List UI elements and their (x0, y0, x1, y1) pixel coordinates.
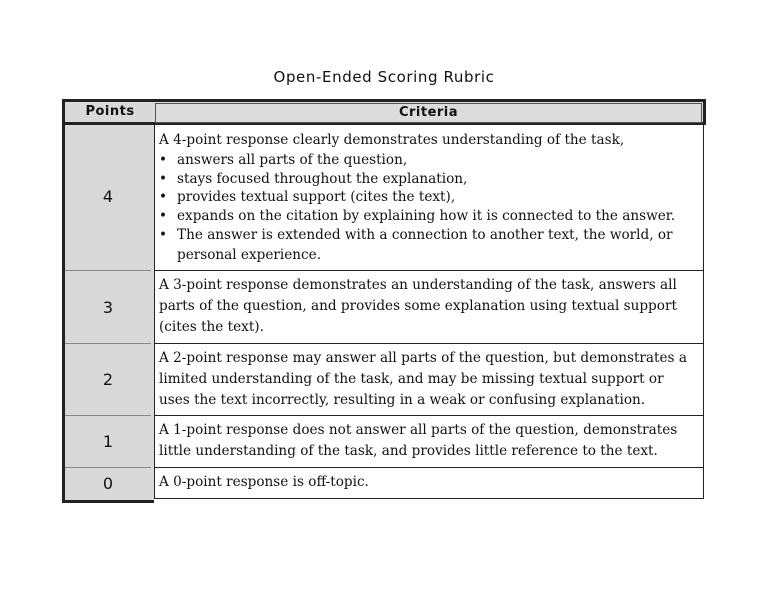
points-value: 3 (65, 271, 151, 344)
criteria-cell: A 1-point response does not answer all parts of the question, demonstrates little understanding of the task, and provides little reference to the text. (154, 416, 704, 468)
points-value: 0 (102, 474, 114, 493)
table-row-3-points (62, 271, 706, 344)
bullet-icon: • (159, 152, 168, 168)
list-item: • The answer is extended with a connection to another text, the world, or personal experience. (159, 227, 673, 263)
bullet-icon: • (159, 207, 168, 224)
criteria-intro: A 4-point response clearly demonstrates understanding of the task, (159, 132, 625, 148)
list-item: • provides textual support (cites the text), (159, 189, 456, 205)
criteria-cell (154, 123, 704, 271)
points-value: 4 (65, 123, 151, 271)
list-item: • answers all parts of the question, (159, 152, 408, 168)
page-title: Open-Ended Scoring Rubric (273, 68, 495, 86)
table-row-2-points (62, 344, 706, 416)
table-header-row (62, 99, 706, 125)
table-row-4-points (62, 123, 706, 271)
header-criteria: Criteria (155, 103, 702, 123)
criteria-cell: A 0-point response is off-topic. (154, 468, 704, 499)
criteria-cell: A 3-point response demonstrates an understanding of the task, answers all parts of the question, and provides some explanation using textual support (cites the text). (154, 271, 704, 344)
header-points: Points (85, 104, 135, 119)
criteria-bullet-list (159, 151, 697, 265)
table-row-0-points (62, 468, 706, 499)
bullet-icon: • (159, 189, 168, 205)
points-value: 2 (65, 344, 151, 416)
table-row-1-point (62, 416, 706, 468)
bullet-icon: • (159, 227, 168, 243)
list-item: • stays focused throughout the explanation, (159, 170, 468, 187)
criteria-cell: A 2-point response may answer all parts of the question, but demonstrates a limited understanding of the task, and may be missing textual support or uses the text incorrectly, resulting in a weak or confusing explanation. (154, 344, 704, 416)
list-item: • expands on the citation by explaining how it is connected to the answer. (159, 207, 676, 224)
bullet-icon: • (159, 170, 168, 187)
points-value: 1 (65, 416, 151, 468)
